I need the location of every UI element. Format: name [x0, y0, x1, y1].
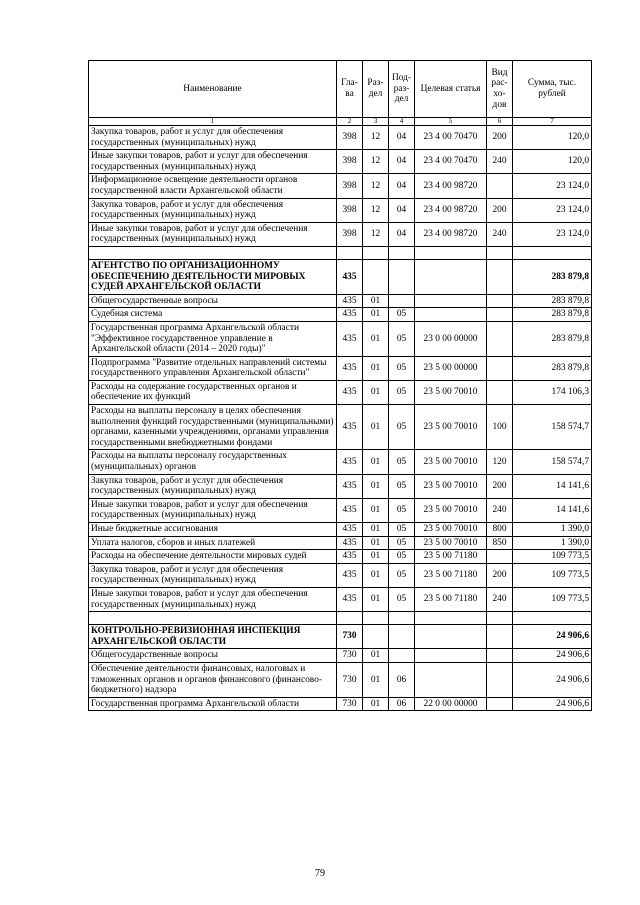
cell-name: Иные бюджетные ассигнования: [89, 523, 337, 537]
spacer-cell: [337, 612, 363, 625]
cell-target: [415, 625, 487, 649]
cell-vid: 200: [487, 474, 513, 498]
cell-podrazdel: 05: [389, 356, 415, 380]
cell-target: 23 4 00 98720: [415, 198, 487, 222]
table-row: [89, 662, 592, 697]
cell-glava: 398: [337, 198, 363, 222]
cell-sum: 283 879,8: [513, 294, 592, 308]
spacer-cell: [363, 246, 389, 259]
cell-podrazdel: 05: [389, 550, 415, 564]
spacer-row: [89, 612, 592, 625]
cell-sum: 283 879,8: [513, 321, 592, 356]
cell-sum: 283 879,8: [513, 308, 592, 322]
cell-vid: 240: [487, 150, 513, 174]
budget-table-sheet: [88, 60, 591, 711]
cell-vid: [487, 649, 513, 663]
cell-target: 23 4 00 98720: [415, 222, 487, 246]
cell-name: Обеспечение деятельности финансовых, налоговых и таможенных органов и органов финансового (финансово-бюджетного) надзора: [89, 662, 337, 697]
cell-glava: 435: [337, 587, 363, 611]
cell-target: 23 4 00 98720: [415, 174, 487, 198]
cell-glava: 435: [337, 450, 363, 474]
cell-sum: 109 773,5: [513, 550, 592, 564]
cell-name: Государственная программа Архангельской области: [89, 697, 337, 711]
cell-vid: [487, 294, 513, 308]
cell-podrazdel: 04: [389, 150, 415, 174]
cell-vid: 800: [487, 523, 513, 537]
cell-name: Расходы на содержание государственных органов и обеспечение их функций: [89, 380, 337, 404]
cell-vid: 200: [487, 563, 513, 587]
cell-name: Иные закупки товаров, работ и услуг для обеспечения государственных (муниципальных) нужд: [89, 498, 337, 522]
section-header-row: [89, 259, 592, 294]
cell-podrazdel: [389, 625, 415, 649]
cell-glava: 435: [337, 405, 363, 450]
cell-target: 23 5 00 70010: [415, 523, 487, 537]
cell-glava: 435: [337, 550, 363, 564]
cell-vid: [487, 550, 513, 564]
col-number: 3: [363, 118, 389, 126]
cell-razdel: 01: [363, 294, 389, 308]
cell-podrazdel: 04: [389, 222, 415, 246]
cell-glava: 435: [337, 294, 363, 308]
table-row: [89, 405, 592, 450]
cell-target: 23 5 00 70010: [415, 498, 487, 522]
cell-vid: 240: [487, 587, 513, 611]
cell-razdel: 01: [363, 474, 389, 498]
table-row: [89, 380, 592, 404]
cell-target: 23 5 00 70010: [415, 474, 487, 498]
spacer-cell: [415, 246, 487, 259]
cell-podrazdel: 04: [389, 126, 415, 150]
cell-podrazdel: [389, 649, 415, 663]
cell-glava: 435: [337, 474, 363, 498]
cell-vid: [487, 625, 513, 649]
cell-razdel: 12: [363, 150, 389, 174]
cell-glava: 435: [337, 380, 363, 404]
cell-sum: 120,0: [513, 126, 592, 150]
table-row: [89, 126, 592, 150]
col-number: 1: [89, 118, 337, 126]
cell-name: Общегосударственные вопросы: [89, 294, 337, 308]
header-razdel: Раз-дел: [363, 61, 389, 118]
table-row: [89, 321, 592, 356]
col-number: 7: [513, 118, 592, 126]
table-row: [89, 356, 592, 380]
cell-vid: 240: [487, 222, 513, 246]
cell-sum: 283 879,8: [513, 259, 592, 294]
header-row: [89, 61, 592, 118]
cell-name: Государственная программа Архангельской области "Эффективное государственное управление в Архангельской области (2014 – 2020 годы)": [89, 321, 337, 356]
table-row: [89, 498, 592, 522]
header-glava: Гла-ва: [337, 61, 363, 118]
cell-target: 23 5 00 70010: [415, 536, 487, 550]
cell-sum: 120,0: [513, 150, 592, 174]
cell-sum: 109 773,5: [513, 563, 592, 587]
spacer-cell: [513, 246, 592, 259]
spacer-cell: [487, 246, 513, 259]
cell-podrazdel: 06: [389, 662, 415, 697]
cell-target: 23 5 00 70010: [415, 405, 487, 450]
cell-vid: 200: [487, 126, 513, 150]
cell-vid: [487, 308, 513, 322]
cell-razdel: 12: [363, 222, 389, 246]
spacer-cell: [89, 246, 337, 259]
cell-podrazdel: 05: [389, 380, 415, 404]
cell-target: 22 0 00 00000: [415, 697, 487, 711]
cell-sum: 283 879,8: [513, 356, 592, 380]
cell-podrazdel: 04: [389, 174, 415, 198]
cell-sum: 1 390,0: [513, 536, 592, 550]
cell-name: Закупка товаров, работ и услуг для обеспечения государственных (муниципальных) нужд: [89, 563, 337, 587]
cell-podrazdel: 05: [389, 587, 415, 611]
cell-sum: 23 124,0: [513, 222, 592, 246]
cell-name: КОНТРОЛЬНО-РЕВИЗИОННАЯ ИНСПЕКЦИЯ АРХАНГЕЛЬСКОЙ ОБЛАСТИ: [89, 625, 337, 649]
table-row: [89, 450, 592, 474]
cell-razdel: 12: [363, 126, 389, 150]
cell-vid: [487, 380, 513, 404]
cell-razdel: [363, 625, 389, 649]
cell-razdel: 01: [363, 498, 389, 522]
cell-podrazdel: 05: [389, 405, 415, 450]
cell-glava: 730: [337, 697, 363, 711]
cell-razdel: 01: [363, 550, 389, 564]
cell-razdel: 01: [363, 356, 389, 380]
cell-glava: 398: [337, 150, 363, 174]
header-name: Наименование: [89, 61, 337, 118]
table-body: [89, 126, 592, 711]
cell-target: 23 4 00 70470: [415, 150, 487, 174]
table-row: [89, 523, 592, 537]
spacer-cell: [389, 612, 415, 625]
cell-glava: 435: [337, 536, 363, 550]
spacer-cell: [415, 612, 487, 625]
cell-vid: [487, 356, 513, 380]
cell-razdel: 01: [363, 649, 389, 663]
cell-sum: 109 773,5: [513, 587, 592, 611]
cell-sum: 24 906,6: [513, 662, 592, 697]
cell-glava: 435: [337, 523, 363, 537]
cell-name: Уплата налогов, сборов и иных платежей: [89, 536, 337, 550]
cell-glava: 398: [337, 174, 363, 198]
cell-target: [415, 649, 487, 663]
cell-vid: [487, 321, 513, 356]
cell-glava: 730: [337, 662, 363, 697]
header-podrazdel: Под-раз-дел: [389, 61, 415, 118]
cell-podrazdel: [389, 294, 415, 308]
cell-name: Закупка товаров, работ и услуг для обеспечения государственных (муниципальных) нужд: [89, 198, 337, 222]
cell-podrazdel: 05: [389, 536, 415, 550]
cell-sum: 14 141,6: [513, 474, 592, 498]
cell-sum: 24 906,6: [513, 649, 592, 663]
header-vid: Вид рас-хо-дов: [487, 61, 513, 118]
cell-razdel: 12: [363, 174, 389, 198]
cell-vid: 850: [487, 536, 513, 550]
cell-target: 23 5 00 71180: [415, 563, 487, 587]
cell-razdel: 01: [363, 321, 389, 356]
spacer-row: [89, 246, 592, 259]
col-number: 6: [487, 118, 513, 126]
cell-razdel: 01: [363, 405, 389, 450]
cell-target: 23 5 00 70010: [415, 380, 487, 404]
cell-name: Расходы на выплаты персоналу государственных (муниципальных) органов: [89, 450, 337, 474]
table-row: [89, 587, 592, 611]
cell-glava: 435: [337, 308, 363, 322]
cell-sum: 1 390,0: [513, 523, 592, 537]
header-target: Целевая статья: [415, 61, 487, 118]
cell-target: 23 5 00 70010: [415, 450, 487, 474]
cell-name: Иные закупки товаров, работ и услуг для обеспечения государственных (муниципальных) нужд: [89, 222, 337, 246]
cell-podrazdel: [389, 259, 415, 294]
cell-glava: 435: [337, 259, 363, 294]
cell-glava: 730: [337, 649, 363, 663]
col-number: 2: [337, 118, 363, 126]
table-row: [89, 222, 592, 246]
cell-podrazdel: 06: [389, 697, 415, 711]
cell-vid: 100: [487, 405, 513, 450]
cell-sum: 24 906,6: [513, 625, 592, 649]
cell-razdel: 01: [363, 308, 389, 322]
cell-glava: 435: [337, 563, 363, 587]
cell-sum: 14 141,6: [513, 498, 592, 522]
table-row: [89, 198, 592, 222]
cell-target: [415, 259, 487, 294]
cell-name: Закупка товаров, работ и услуг для обеспечения государственных (муниципальных) нужд: [89, 126, 337, 150]
cell-vid: 240: [487, 498, 513, 522]
table-row: [89, 174, 592, 198]
spacer-cell: [389, 246, 415, 259]
cell-podrazdel: 05: [389, 498, 415, 522]
cell-razdel: 01: [363, 523, 389, 537]
cell-name: Судебная система: [89, 308, 337, 322]
table-row: [89, 697, 592, 711]
cell-razdel: 12: [363, 198, 389, 222]
table-row: [89, 550, 592, 564]
cell-podrazdel: 05: [389, 523, 415, 537]
cell-name: Расходы на обеспечение деятельности мировых судей: [89, 550, 337, 564]
cell-sum: 158 574,7: [513, 405, 592, 450]
col-number: 5: [415, 118, 487, 126]
cell-razdel: 01: [363, 563, 389, 587]
spacer-cell: [363, 612, 389, 625]
cell-razdel: 01: [363, 662, 389, 697]
cell-podrazdel: 05: [389, 308, 415, 322]
cell-podrazdel: 05: [389, 474, 415, 498]
spacer-cell: [337, 246, 363, 259]
cell-podrazdel: 05: [389, 563, 415, 587]
cell-glava: 435: [337, 321, 363, 356]
cell-vid: 120: [487, 450, 513, 474]
cell-target: 23 4 00 70470: [415, 126, 487, 150]
spacer-cell: [513, 612, 592, 625]
cell-target: [415, 308, 487, 322]
cell-glava: 730: [337, 625, 363, 649]
cell-target: 23 5 00 00000: [415, 356, 487, 380]
cell-name: Информационное освещение деятельности органов государственной власти Архангельской области: [89, 174, 337, 198]
cell-razdel: 01: [363, 450, 389, 474]
header-sum: Сумма, тыс. рублей: [513, 61, 592, 118]
cell-sum: 23 124,0: [513, 174, 592, 198]
cell-glava: 435: [337, 356, 363, 380]
cell-target: 23 5 00 71180: [415, 587, 487, 611]
cell-target: 23 0 00 00000: [415, 321, 487, 356]
cell-razdel: [363, 259, 389, 294]
cell-vid: 200: [487, 198, 513, 222]
cell-name: Расходы на выплаты персоналу в целях обеспечения выполнения функций государственными (муниципальными) органами, казенными учреждениями, органами управления государственными внебюджетными фондами: [89, 405, 337, 450]
cell-name: Закупка товаров, работ и услуг для обеспечения государственных (муниципальных) нужд: [89, 474, 337, 498]
cell-glava: 398: [337, 126, 363, 150]
page-number: 79: [315, 868, 325, 879]
table-row: [89, 649, 592, 663]
section-header-row: [89, 625, 592, 649]
cell-sum: 23 124,0: [513, 198, 592, 222]
cell-razdel: 01: [363, 697, 389, 711]
cell-vid: [487, 259, 513, 294]
spacer-cell: [89, 612, 337, 625]
table-row: [89, 308, 592, 322]
spacer-cell: [487, 612, 513, 625]
cell-razdel: 01: [363, 380, 389, 404]
cell-glava: 435: [337, 498, 363, 522]
cell-sum: 158 574,7: [513, 450, 592, 474]
table-row: [89, 474, 592, 498]
col-number: 4: [389, 118, 415, 126]
cell-vid: [487, 174, 513, 198]
column-number-row: [89, 118, 592, 126]
cell-name: Иные закупки товаров, работ и услуг для обеспечения государственных (муниципальных) нужд: [89, 587, 337, 611]
cell-target: [415, 662, 487, 697]
cell-name: АГЕНТСТВО ПО ОРГАНИЗАЦИОННОМУ ОБЕСПЕЧЕНИЮ ДЕЯТЕЛЬНОСТИ МИРОВЫХ СУДЕЙ АРХАНГЕЛЬСКОЙ ОБЛАСТИ: [89, 259, 337, 294]
cell-podrazdel: 05: [389, 321, 415, 356]
cell-name: Общегосударственные вопросы: [89, 649, 337, 663]
budget-table: [88, 60, 592, 711]
cell-glava: 398: [337, 222, 363, 246]
cell-podrazdel: 05: [389, 450, 415, 474]
cell-vid: [487, 662, 513, 697]
cell-name: Подпрограмма "Развитие отдельных направлений системы государственного управления Архангельской области": [89, 356, 337, 380]
cell-target: [415, 294, 487, 308]
cell-vid: [487, 697, 513, 711]
cell-razdel: 01: [363, 587, 389, 611]
table-row: [89, 294, 592, 308]
cell-razdel: 01: [363, 536, 389, 550]
table-row: [89, 150, 592, 174]
cell-podrazdel: 04: [389, 198, 415, 222]
cell-name: Иные закупки товаров, работ и услуг для обеспечения государственных (муниципальных) нужд: [89, 150, 337, 174]
cell-sum: 24 906,6: [513, 697, 592, 711]
table-row: [89, 536, 592, 550]
table-row: [89, 563, 592, 587]
cell-target: 23 5 00 71180: [415, 550, 487, 564]
cell-sum: 174 106,3: [513, 380, 592, 404]
